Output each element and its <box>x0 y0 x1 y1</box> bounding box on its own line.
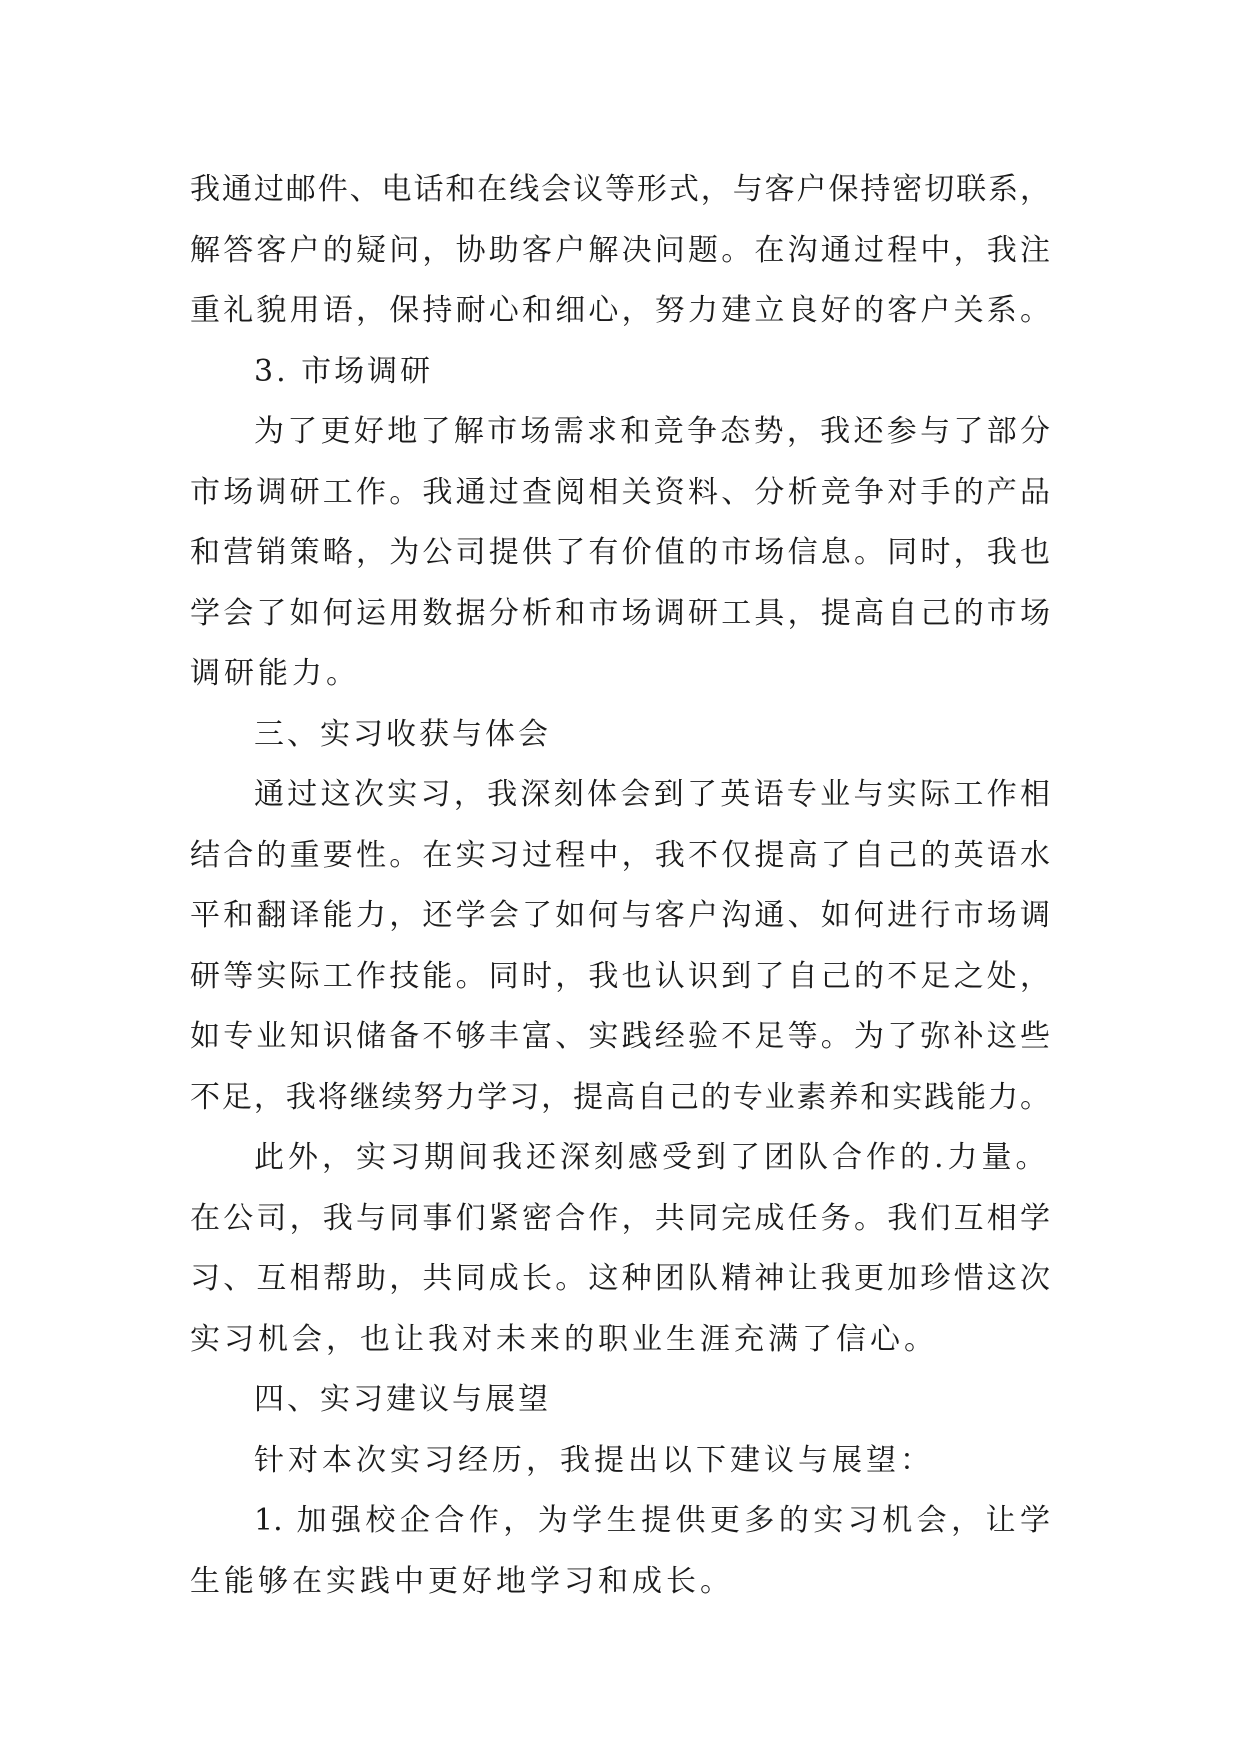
body-line: 针对本次实习经历，我提出以下建议与展望： <box>254 1442 934 1478</box>
section-heading: 三、实习收获与体会 <box>254 716 551 752</box>
body-line: 实习机会，也让我对未来的职业生涯充满了信心。 <box>190 1321 938 1357</box>
body-line: 平和翻译能力，还学会了如何与客户沟通、如何进行市场调 <box>190 898 1050 933</box>
body-line: 调研能力。 <box>190 656 360 691</box>
body-line: 研等实际工作技能。同时，我也认识到了自己的不足之处， <box>190 958 1050 994</box>
body-line: 市场调研工作。我通过查阅相关资料、分析竞争对手的产品 <box>190 474 1050 510</box>
body-line: 此外，实习期间我还深刻感受到了团队合作的.力量。 <box>254 1140 1050 1175</box>
body-line: 习、互相帮助，共同成长。这种团队精神让我更加珍惜这次 <box>190 1261 1050 1296</box>
body-line: 重礼貌用语，保持耐心和细心，努力建立良好的客户关系。 <box>190 293 1050 328</box>
body-line: 不足，我将继续努力学习，提高自己的专业素养和实践能力。 <box>190 1079 1050 1115</box>
body-line: 我通过邮件、电话和在线会议等形式，与客户保持密切联系， <box>190 172 1050 207</box>
body-line: 解答客户的疑问，协助客户解决问题。在沟通过程中，我注 <box>190 232 1050 268</box>
document-body <box>190 160 1050 1612</box>
section-heading: 3. 市场调研 <box>254 353 434 389</box>
section-heading: 四、实习建议与展望 <box>254 1382 551 1417</box>
body-line: 学会了如何运用数据分析和市场调研工具，提高自己的市场 <box>190 595 1050 631</box>
body-line: 和营销策略，为公司提供了有价值的市场信息。同时，我也 <box>190 535 1050 570</box>
body-line: 如专业知识储备不够丰富、实践经验不足等。为了弥补这些 <box>190 1019 1050 1054</box>
body-line: 在公司，我与同事们紧密合作，共同完成任务。我们互相学 <box>190 1200 1050 1236</box>
body-line: 结合的重要性。在实习过程中，我不仅提高了自己的英语水 <box>190 837 1050 873</box>
body-line: 为了更好地了解市场需求和竞争态势，我还参与了部分 <box>254 414 1050 449</box>
body-line: 1. 加强校企合作，为学生提供更多的实习机会，让学 <box>254 1503 1050 1538</box>
body-line: 通过这次实习，我深刻体会到了英语专业与实际工作相 <box>254 777 1050 812</box>
body-line: 生能够在实践中更好地学习和成长。 <box>190 1563 734 1599</box>
